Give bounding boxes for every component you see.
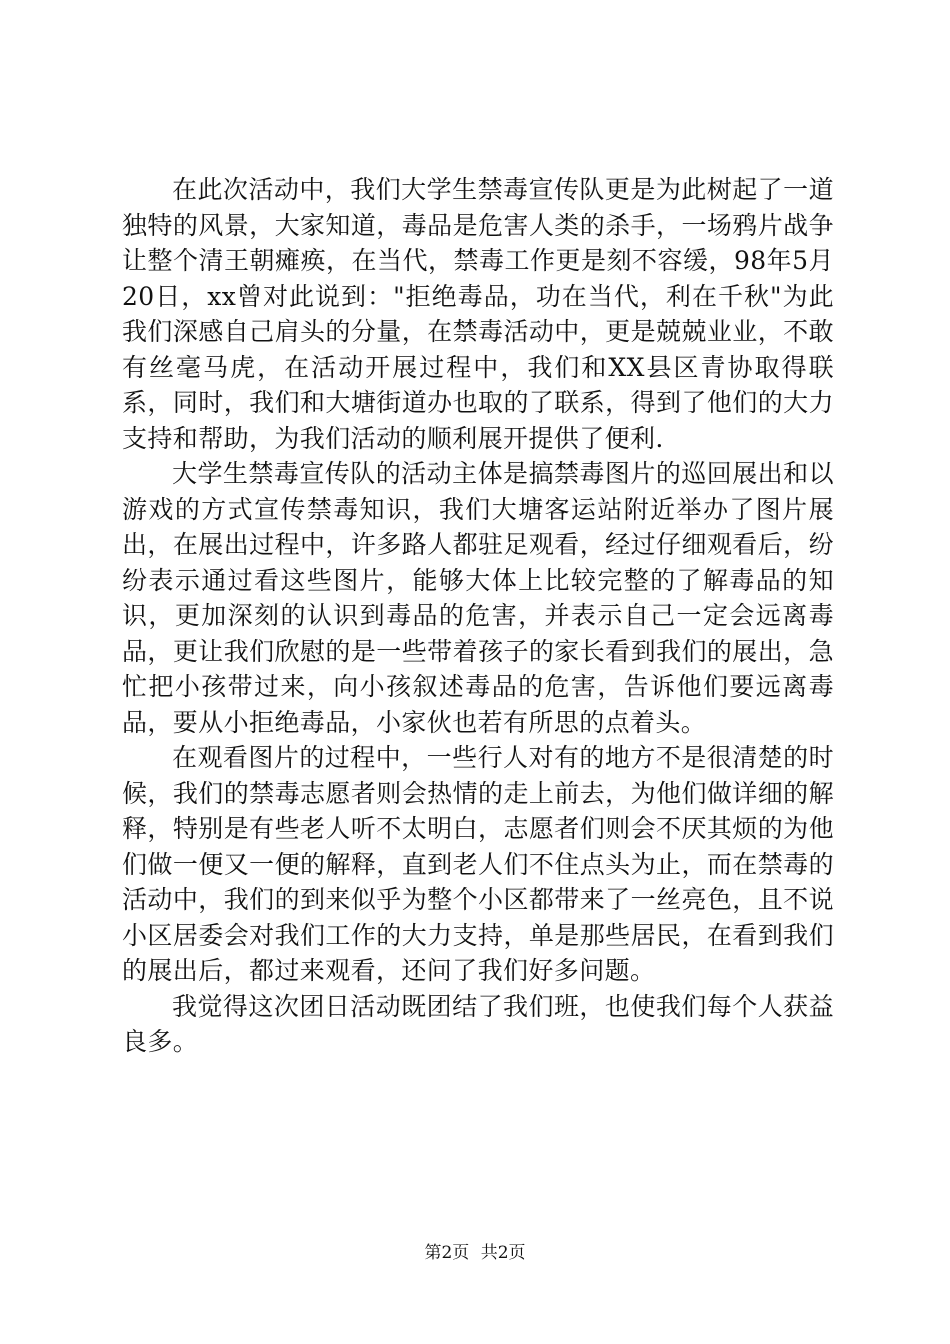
paragraph-4: 我觉得这次团日活动既团结了我们班，也使我们每个人获益良多。 [122,991,834,1056]
paragraph-3: 在观看图片的过程中，一些行人对有的地方不是很清楚的时候，我们的禁毒志愿者则会热情的走上前去，为他们做详细的解释，特别是有些老人听不太明白，志愿者们则会不厌其烦的为他们做一便又一便的解释，直到老人们不住点头为止，而在禁毒的活动中，我们的到来似乎为整个小区都带来了一丝亮色，且不说小区居委会对我们工作的大力支持，单是那些居民，在看到我们的展出后，都过来观看，还问了我们好多问题。 [122,743,834,985]
page-footer [0,1242,950,1264]
page-total: 共2页 [480,1243,526,1263]
document-body [122,172,834,1060]
paragraph-2: 大学生禁毒宣传队的活动主体是搞禁毒图片的巡回展出和以游戏的方式宣传禁毒知识，我们大塘客运站附近举办了图片展出，在展出过程中，许多路人都驻足观看，经过仔细观看后，纷纷表示通过看这些图片，能够大体上比较完整的了解毒品的知识，更加深刻的认识到毒品的危害，并表示自己一定会远离毒品，更让我们欣慰的是一些带着孩子的家长看到我们的展出，急忙把小孩带过来，向小孩叙述毒品的危害，告诉他们要远离毒品，要从小拒绝毒品，小家伙也若有所思的点着头。 [122,459,834,737]
paragraph-1: 在此次活动中，我们大学生禁毒宣传队更是为此树起了一道独特的风景，大家知道，毒品是危害人类的杀手，一场鸦片战争让整个清王朝瘫痪，在当代，禁毒工作更是刻不容缓，98年5月20日，xx曾对此说到："拒绝毒品，功在当代，利在千秋"为此我们深感自己肩头的分量，在禁毒活动中，更是兢兢业业，不敢有丝毫马虎，在活动开展过程中，我们和XX县区青协取得联系，同时，我们和大塘街道办也取的了联系，得到了他们的大力支持和帮助，为我们活动的顺利展开提供了便利. [122,175,834,453]
page-number: 第2页 [424,1243,470,1263]
